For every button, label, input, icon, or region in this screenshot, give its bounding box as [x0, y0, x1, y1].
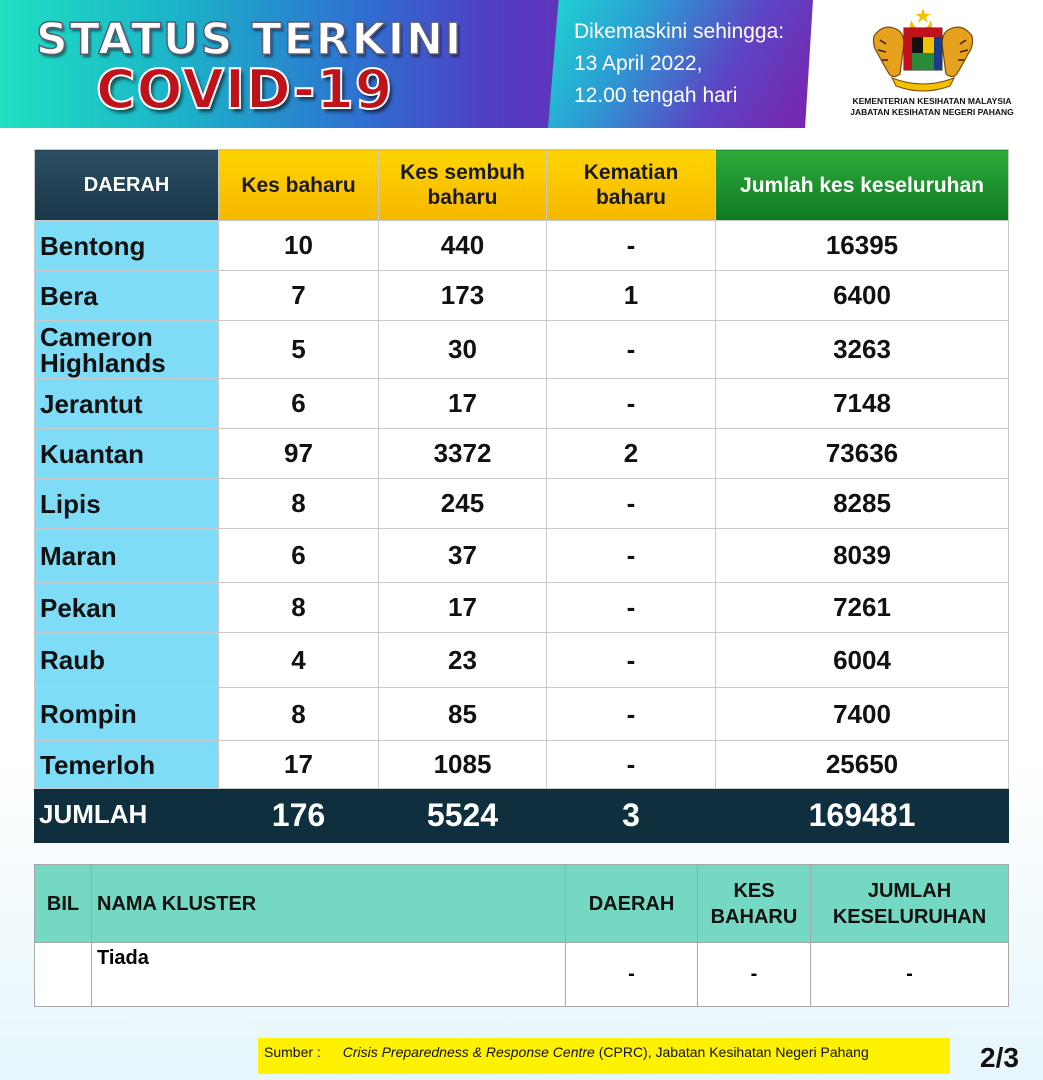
kes-baharu-cell: 5 [219, 321, 379, 379]
total-kes-sembuh: 5524 [379, 789, 547, 843]
table-row [35, 943, 1009, 1007]
kes-baharu-cell: 8 [219, 479, 379, 529]
kes-sembuh-cell: 37 [379, 529, 547, 583]
table-row [35, 529, 1009, 583]
page-number: 2/3 [980, 1042, 1019, 1073]
kes-sembuh-cell: 440 [379, 221, 547, 271]
table-row [35, 379, 1009, 429]
update-info [574, 16, 784, 112]
district-name: Cameron Highlands [35, 321, 219, 379]
jumlah-cell: 7261 [716, 583, 1009, 633]
header-cluster-daerah: DAERAH [566, 865, 698, 943]
table-row [35, 479, 1009, 529]
district-table [34, 149, 1009, 843]
kematian-cell: - [547, 479, 716, 529]
kematian-cell: 2 [547, 429, 716, 479]
jumlah-cell: 7148 [716, 379, 1009, 429]
kes-sembuh-cell: 30 [379, 321, 547, 379]
district-name: Maran [35, 529, 219, 583]
table-row [35, 221, 1009, 271]
cluster-name: Tiada [92, 943, 566, 1007]
header-kes-sembuh: Kes sembuh baharu [379, 150, 547, 221]
table-row [35, 429, 1009, 479]
district-name: Bentong [35, 221, 219, 271]
jumlah-cell: 7400 [716, 688, 1009, 741]
table-row [35, 688, 1009, 741]
kes-sembuh-cell: 85 [379, 688, 547, 741]
kematian-cell: - [547, 633, 716, 688]
ministry-line2: JABATAN KESIHATAN NEGERI PAHANG [850, 107, 1014, 117]
district-name: Rompin [35, 688, 219, 741]
district-name: Lipis [35, 479, 219, 529]
jumlah-cell: 16395 [716, 221, 1009, 271]
title-status-terkini: STATUS TERKINI [36, 14, 464, 65]
header-daerah: DAERAH [35, 150, 219, 221]
district-name: Bera [35, 271, 219, 321]
kes-sembuh-cell: 3372 [379, 429, 547, 479]
district-name: Jerantut [35, 379, 219, 429]
kes-baharu-cell: 17 [219, 741, 379, 789]
kematian-cell: - [547, 583, 716, 633]
kematian-cell: - [547, 321, 716, 379]
malaysia-coat-of-arms-icon [868, 6, 978, 96]
cluster-table-header [35, 865, 1009, 943]
kes-sembuh-cell: 17 [379, 583, 547, 633]
kes-baharu-cell: 8 [219, 583, 379, 633]
jumlah-cell: 8039 [716, 529, 1009, 583]
header-cluster-kes-baharu: KES BAHARU [698, 865, 811, 943]
kes-sembuh-cell: 173 [379, 271, 547, 321]
header-kematian: Kematian baharu [547, 150, 716, 221]
header-kes-baharu: Kes baharu [219, 150, 379, 221]
source-org-rest: (CPRC), Jabatan Kesihatan Negeri Pahang [594, 1044, 869, 1060]
jumlah-cell: 8285 [716, 479, 1009, 529]
total-kes-baharu: 176 [219, 789, 379, 843]
kes-baharu-cell: 6 [219, 529, 379, 583]
kes-sembuh-cell: 23 [379, 633, 547, 688]
update-time: 12.00 tengah hari [574, 84, 738, 107]
update-date: 13 April 2022, [574, 52, 703, 75]
ministry-line1: KEMENTERIAN KESIHATAN MALAYSIA [852, 96, 1012, 106]
district-name: Raub [35, 633, 219, 688]
source-note [258, 1038, 950, 1074]
title-covid-19: COVID-19 [96, 58, 394, 121]
jumlah-cell: 3263 [716, 321, 1009, 379]
table-row [35, 633, 1009, 688]
source-label: Sumber : [264, 1044, 321, 1060]
jumlah-cell: 6004 [716, 633, 1009, 688]
header-jumlah: Jumlah kes keseluruhan [716, 150, 1009, 221]
kes-baharu-cell: 4 [219, 633, 379, 688]
cluster-daerah: - [566, 943, 698, 1007]
kes-baharu-cell: 8 [219, 688, 379, 741]
kematian-cell: - [547, 741, 716, 789]
cluster-bil [35, 943, 92, 1007]
kes-sembuh-cell: 1085 [379, 741, 547, 789]
kes-baharu-cell: 10 [219, 221, 379, 271]
cluster-kes-baharu: - [698, 943, 811, 1007]
header-cluster-jumlah: JUMLAH KESELURUHAN [811, 865, 1009, 943]
kes-baharu-cell: 7 [219, 271, 379, 321]
kes-sembuh-cell: 245 [379, 479, 547, 529]
table-row [35, 271, 1009, 321]
header-nama-kluster: NAMA KLUSTER [92, 865, 566, 943]
table-row [35, 583, 1009, 633]
table-row [35, 741, 1009, 789]
cluster-table [34, 864, 1009, 1007]
district-name: Pekan [35, 583, 219, 633]
total-kematian: 3 [547, 789, 716, 843]
table-row [35, 321, 1009, 379]
source-org-italic: Crisis Preparedness & Response Centre [342, 1044, 595, 1060]
kes-sembuh-cell: 17 [379, 379, 547, 429]
kematian-cell: - [547, 379, 716, 429]
kematian-cell: - [547, 221, 716, 271]
update-label: Dikemaskini sehingga: [574, 20, 785, 43]
total-row [35, 789, 1009, 843]
kematian-cell: 1 [547, 271, 716, 321]
ministry-name [826, 96, 1038, 118]
district-table-header [35, 150, 1009, 221]
district-name: Temerloh [35, 741, 219, 789]
kes-baharu-cell: 6 [219, 379, 379, 429]
total-jumlah: 169481 [716, 789, 1009, 843]
kematian-cell: - [547, 688, 716, 741]
header-bil: BIL [35, 865, 92, 943]
cluster-jumlah: - [811, 943, 1009, 1007]
jumlah-cell: 73636 [716, 429, 1009, 479]
jumlah-cell: 25650 [716, 741, 1009, 789]
kes-baharu-cell: 97 [219, 429, 379, 479]
total-label: JUMLAH [35, 789, 219, 843]
kematian-cell: - [547, 529, 716, 583]
jumlah-cell: 6400 [716, 271, 1009, 321]
district-name: Kuantan [35, 429, 219, 479]
